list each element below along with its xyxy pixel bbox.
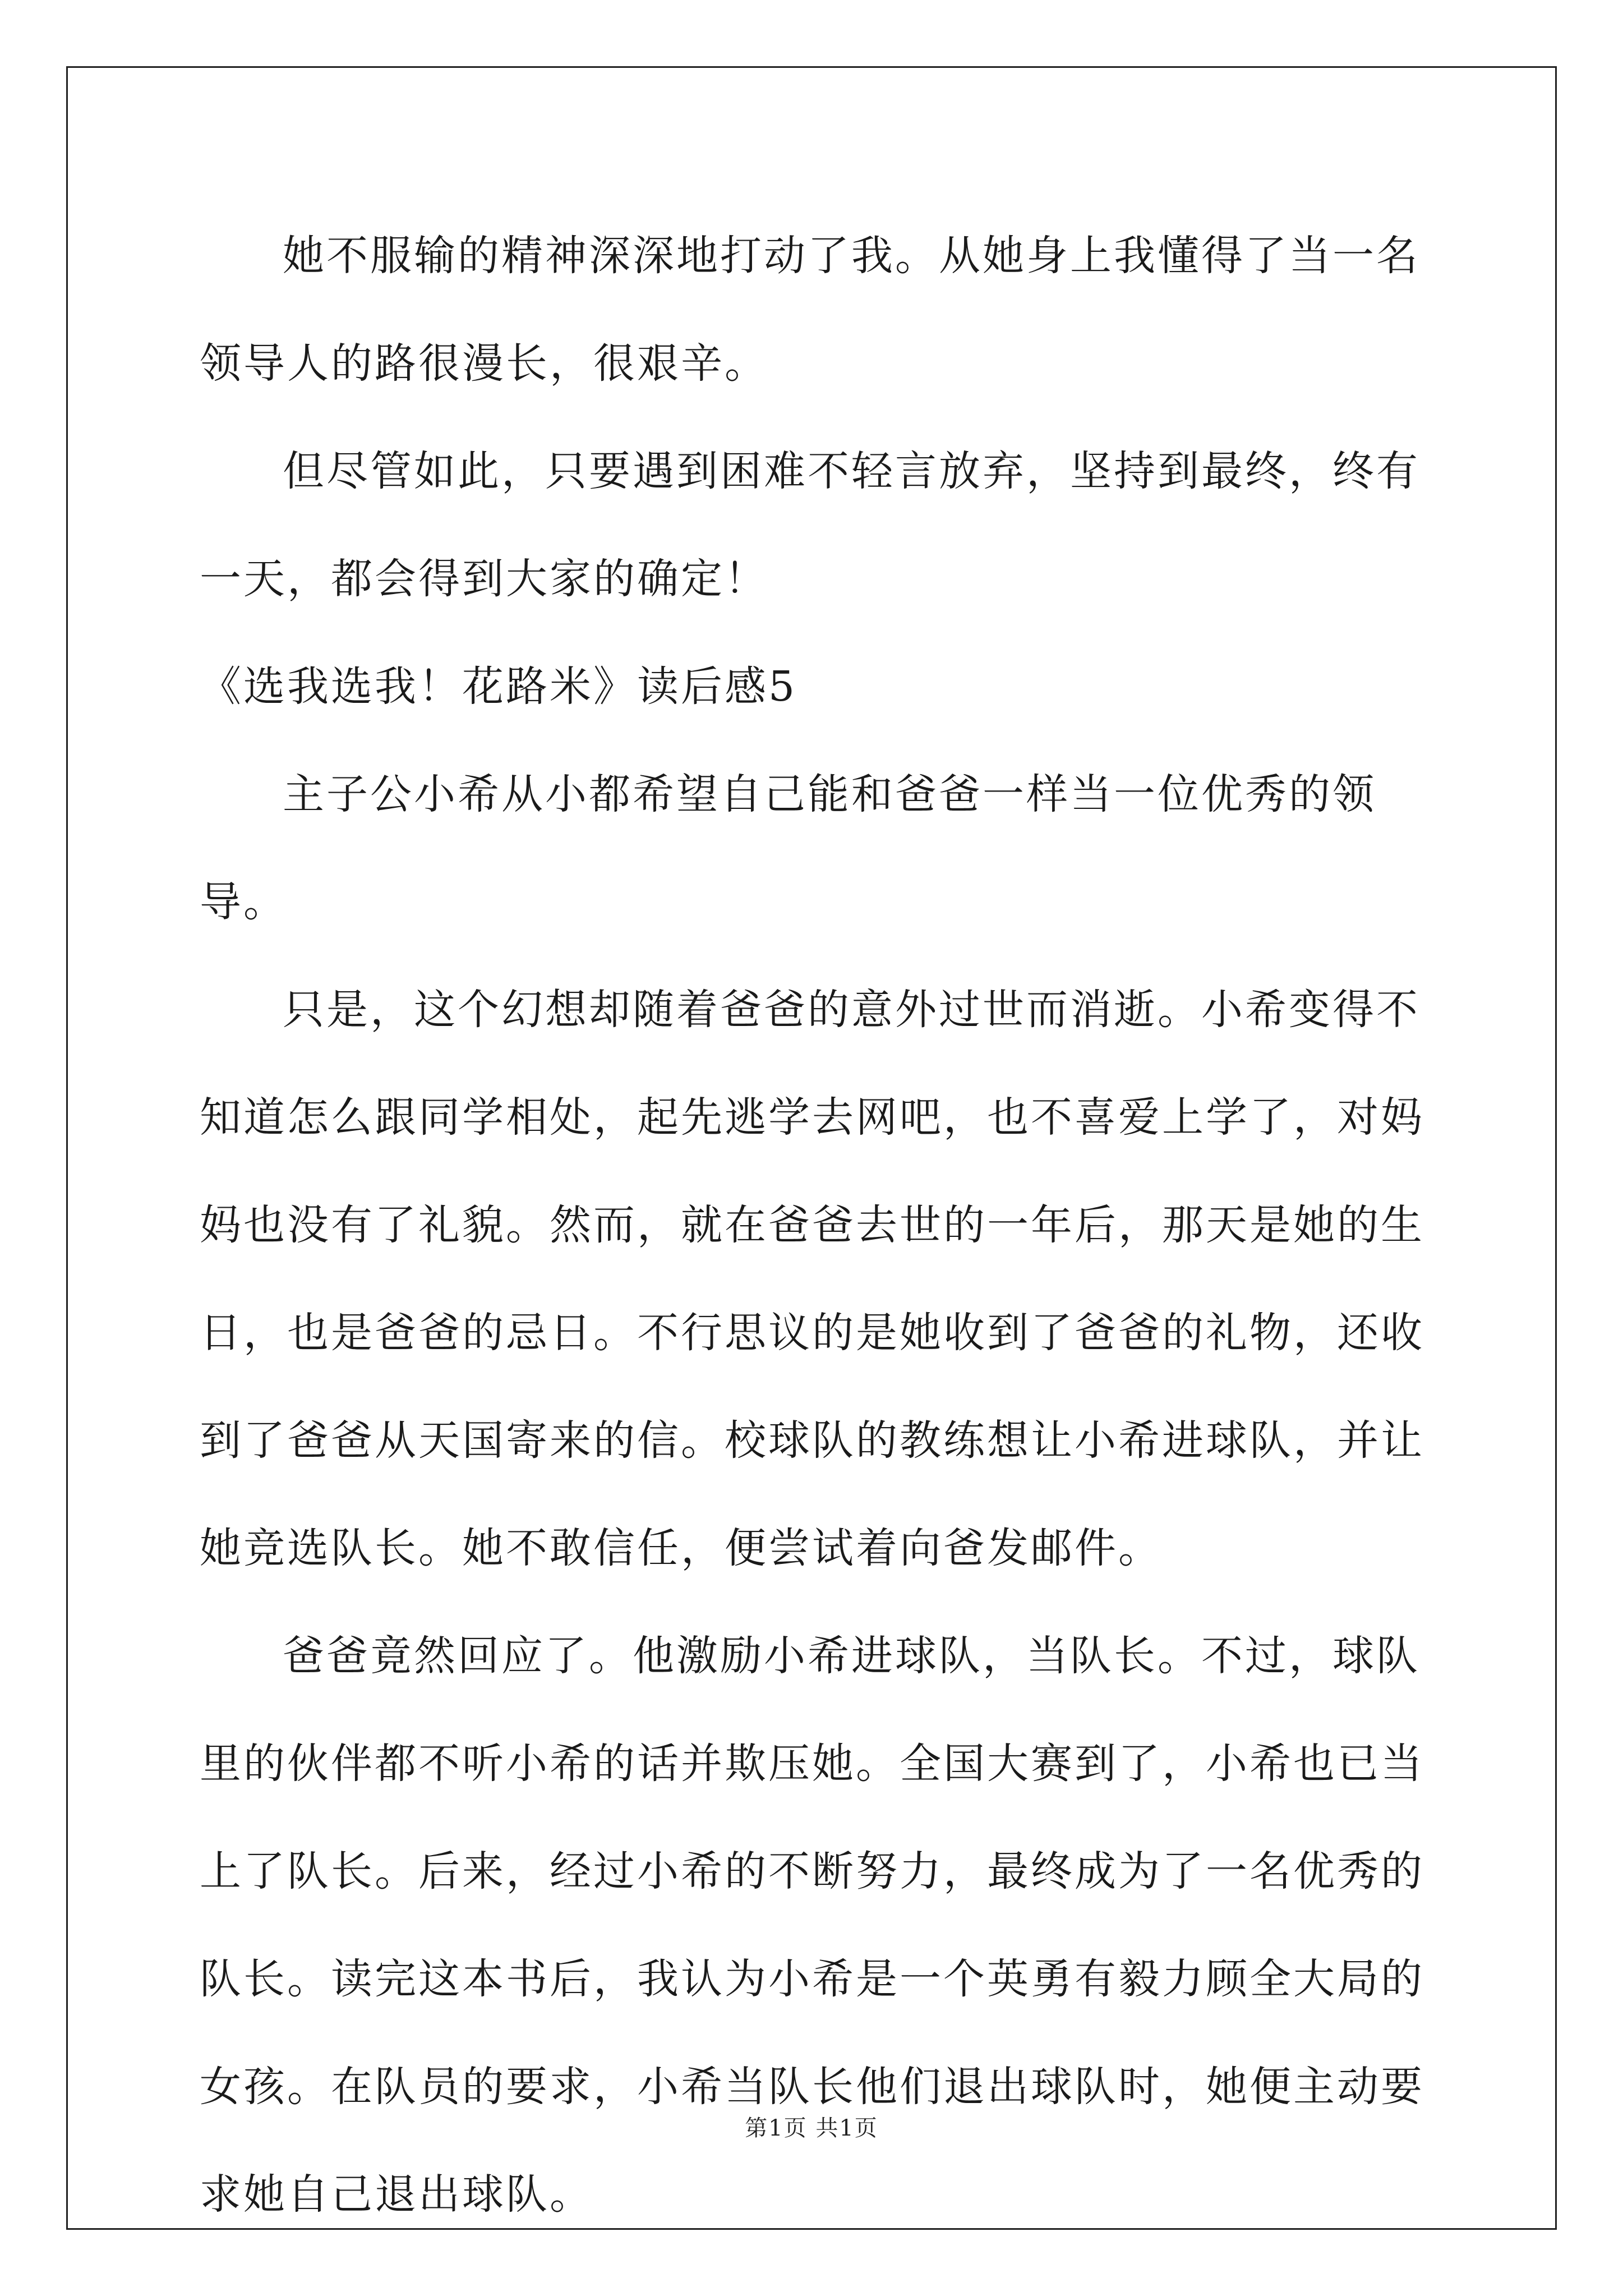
document-body: [200, 202, 1439, 2248]
paragraph-1: 她不服输的精神深深地打动了我。从她身上我懂得了当一名领导人的路很漫长，很艰辛。: [200, 232, 1420, 388]
section-heading: 《选我选我！花路米》读后感5: [200, 662, 797, 711]
paragraph-3: 主子公小希从小都希望自己能和爸爸一样当一位优秀的领导。: [200, 770, 1376, 926]
paragraph-2: 但尽管如此，只要遇到困难不轻言放弃，坚持到最终，终有一天，都会得到大家的确定！: [200, 447, 1420, 603]
paragraph-5: 爸爸竟然回应了。他激励小希进球队，当队长。不过，球队里的伙伴都不听小希的话并欺压她。全国大赛到了，小希也已当上了队长。后来，经过小希的不断努力，最终成为了一名优秀的队长。读完这本书后，我认为小希是一个英勇有毅力顾全大局的女孩。在队员的要求，小希当队长他们退出球队时，她便主动要求她自己退出球队。: [200, 1632, 1424, 2219]
paragraph-4: 只是，这个幻想却随着爸爸的意外过世而消逝。小希变得不知道怎么跟同学相处，起先逃学去网吧，也不喜爱上学了，对妈妈也没有了礼貌。然而，就在爸爸去世的一年后，那天是她的生日，也是爸爸的忌日。不行思议的是她收到了爸爸的礼物，还收到了爸爸从天国寄来的信。校球队的教练想让小希进球队，并让她竞选队长。她不敢信任，便尝试着向爸发邮件。: [200, 986, 1424, 1572]
page-footer: 第1页 共1页: [745, 2115, 878, 2141]
